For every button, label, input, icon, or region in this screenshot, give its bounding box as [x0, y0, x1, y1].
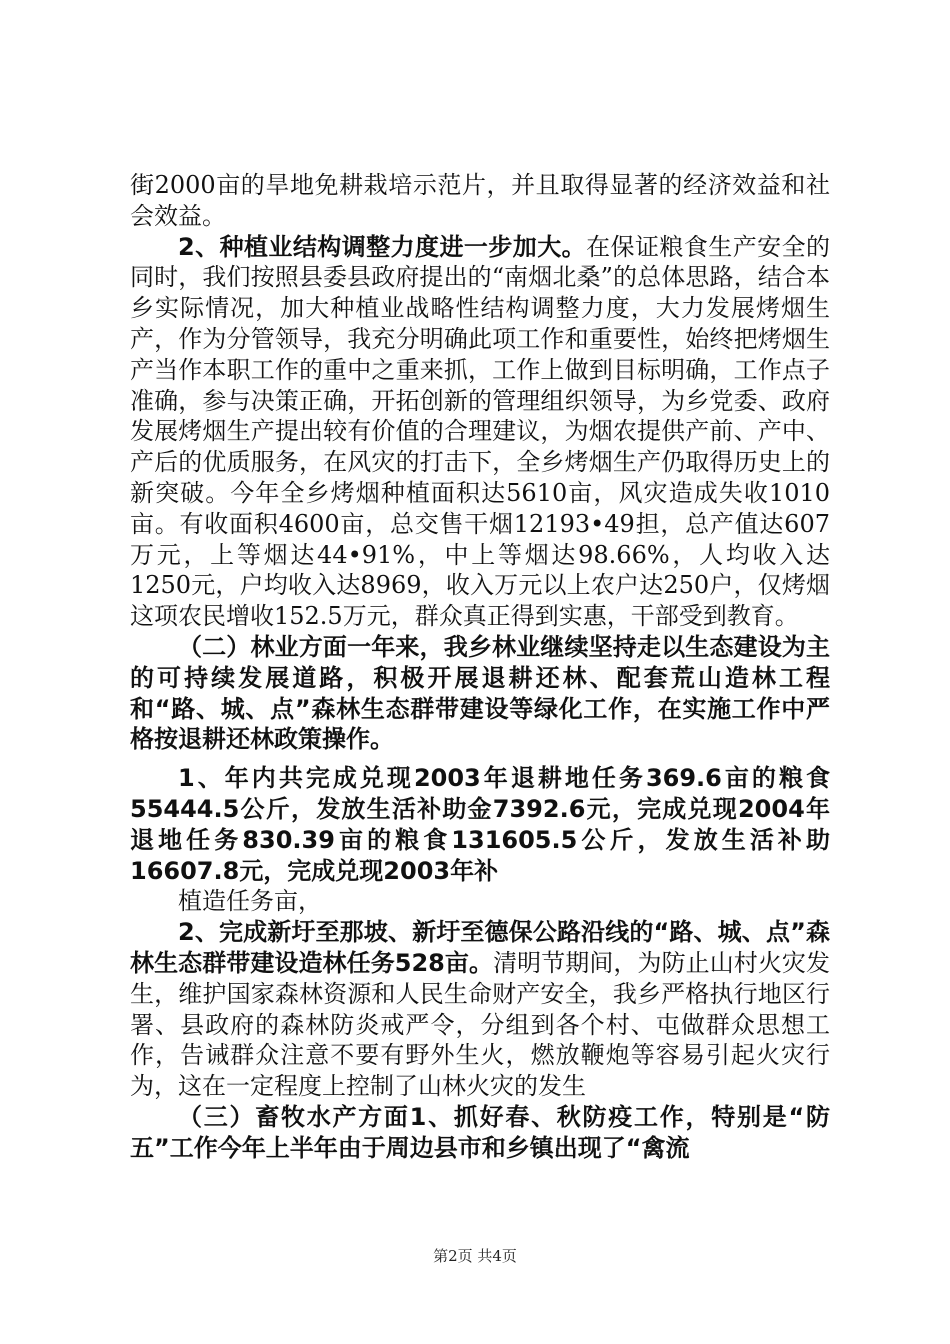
paragraph-forestry-2-lead: 2、完成新圩至那坡、新圩至德保公路沿线的“路、城、点”森林生态群带建设造林任务528亩。 — [130, 918, 830, 977]
page-footer: 第2页 共4页 — [433, 1247, 517, 1265]
paragraph-planting — [130, 232, 830, 632]
paragraph-forestry-2 — [130, 917, 830, 1102]
heading-planting: 2、种植业结构调整力度进一步加大。 — [178, 232, 587, 261]
paragraph-forestry-2-body: 清明节期间，为防止山村火灾发生，维护国家森林资源和人民生命财产安全，我乡严格执行地区行署、县政府的森林防炎戒严令，分组到各个村、屯做群众思想工作，告诫群众注意不要有野外生火，燃放鞭炮等容易引起火灾行为，这在一定程度上控制了山林火灾的发生 — [130, 948, 830, 1101]
paragraph-planting-body: 在保证粮食生产安全的同时，我们按照县委县政府提出的“南烟北桑”的总体思路，结合本乡实际情况，加大种植业战略性结构调整力度，大力发展烤烟生产，作为分管领导，我充分明确此项工作和重要性，始终把烤烟生产当作本职工作的重中之重来抓，工作上做到目标明确，工作点子准确，参与决策正确，开拓创新的管理组织领导，为乡党委、政府发展烤烟生产提出较有价值的合理建议，为烟农提供产前、产中、产后的优质服务，在风灾的打击下，全乡烤烟生产仍取得历史上的新突破。今年全乡烤烟种植面积达5610亩，风灾造成失收1010亩。有收面积4600亩，总交售干烟12193•49担，总产值达607万元，上等烟达44•91%，中上等烟达98.66%，人均收入达1250元，户均收入达8969，收入万元以上农户达250户，仅烤烟这项农民增收152.5万元，群众真正得到实惠，干部受到教育。 — [130, 232, 831, 631]
document-body — [130, 170, 830, 1164]
heading-livestock: （三）畜牧水产方面1、抓好春、秋防疫工作，特别是“防五”工作今年上半年由于周边县市和乡镇出现了“禽流 — [130, 1102, 830, 1162]
heading-forestry: （二）林业方面一年来，我乡林业继续坚持走以生态建设为主的可持续发展道路，积极开展退耕还林、配套荒山造林工程和“路、城、点”森林生态群带建设等绿化工作，在实施工作中严格按退耕还林政策操作。 — [130, 632, 830, 754]
paragraph-forestry-1: 1、年内共完成兑现2003年退耕地任务369.6亩的粮食55444.5公斤，发放生活补助金7392.6元，完成兑现2004年退地任务830.39亩的粮食131605.5公斤，发放生活补助16607.8元，完成兑现2003年补 — [130, 764, 830, 885]
paragraph-continuation: 街2000亩的旱地免耕栽培示范片，并且取得显著的经济效益和社会效益。 — [130, 171, 830, 230]
paragraph-forestry-note: 植造任务亩， — [178, 887, 322, 916]
